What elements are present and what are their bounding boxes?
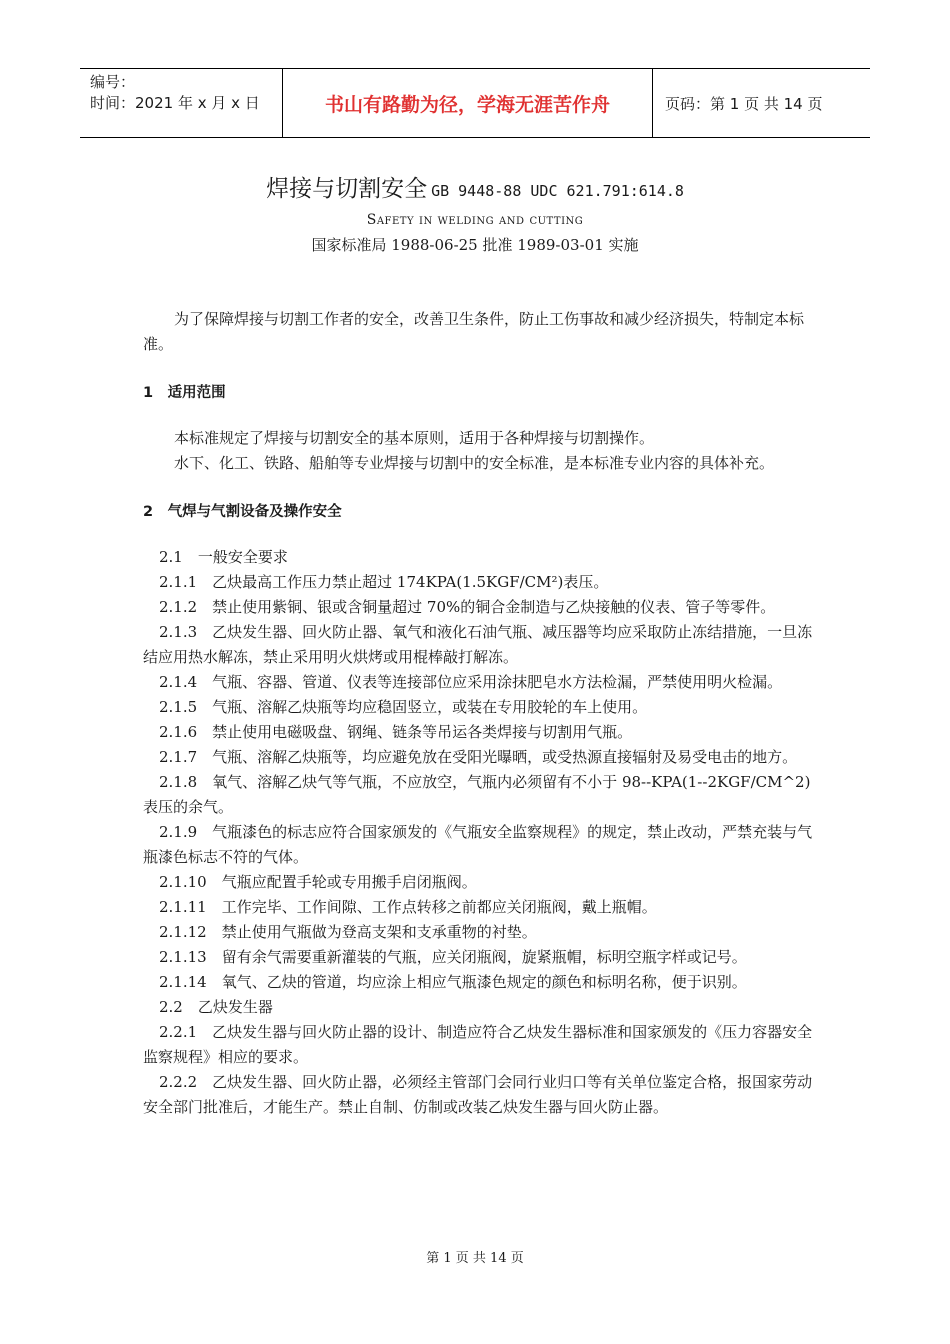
clause: 2.1.7 气瓶、溶解乙炔瓶等，均应避免放在受阳光曝晒，或受热源直接辐射及易受电击的地方。 [159,748,798,766]
clause: 2.1.5 气瓶、溶解乙炔瓶等均应稳固竖立，或装在专用胶轮的车上使用。 [159,698,648,716]
clause: 2.2.2 乙炔发生器、回火防止器，必须经主管部门会同行业归口等有关单位鉴定合格，报国家劳动安全部门批准后，才能生产。禁止自制、仿制或改装乙炔发生器与回火防止器。 [143,1073,813,1116]
motto: 书山有路勤为径，学海无涯苦作舟 [282,69,653,137]
clause: 2.1.9 气瓶漆色的标志应符合国家颁发的《气瓶安全监察规程》的规定，禁止改动，严禁充装与气瓶漆色标志不符的气体。 [143,823,813,866]
clause: 2.1.2 禁止使用紫铜、银或含铜量超过 70%的铜合金制造与乙炔接触的仪表、管子等零件。 [159,598,776,616]
clause: 2.1.14 氧气、乙炔的管道，均应涂上相应气瓶漆色规定的颜色和标明名称，便于识别。 [159,973,747,991]
clause: 2.2.1 乙炔发生器与回火防止器的设计、制造应符合乙炔发生器标准和国家颁发的《压力容器安全监察规程》相应的要求。 [143,1023,813,1066]
approval-line: 国家标准局 1988-06-25 批准 1989-03-01 实施 [311,236,639,254]
clause: 2.1.1 乙炔最高工作压力禁止超过 174KPA(1.5KGF/CM²)表压。 [159,573,609,591]
time-label: 时间：2021 年 x 月 x 日 [90,94,260,112]
clause: 2.1 一般安全要求 [159,548,288,566]
paragraph: 水下、化工、铁路、船舶等专业焊接与切割中的安全标准，是本标准专业内容的具体补充。 [174,454,775,472]
intro-paragraph: 为了保障焊接与切割工作者的安全，改善卫生条件，防止工伤事故和减少经济损失，特制定本标准。 [143,310,805,353]
header-meta [80,69,282,137]
clause: 2.1.11 工作完毕、工作间隙、工作点转移之前都应关闭瓶阀，戴上瓶帽。 [159,898,657,916]
clause: 2.1.6 禁止使用电磁吸盘、钢绳、链条等吊运各类焊接与切割用气瓶。 [159,723,633,741]
clause: 2.1.10 气瓶应配置手轮或专用搬手启闭瓶阀。 [159,873,477,891]
document-title [0,170,950,203]
clause: 2.2 乙炔发生器 [159,998,273,1016]
section-heading: 2 气焊与气割设备及操作安全 [143,504,342,520]
page-footer: 第 1 页 共 14 页 [426,1251,524,1266]
english-title: Safety in welding and cutting [366,212,584,228]
title-main: 焊接与切割安全 [266,176,428,202]
number-label: 编号： [90,73,136,91]
clause: 2.1.4 气瓶、容器、管道、仪表等连接部位应采用涂抹肥皂水方法检漏，严禁使用明火检漏。 [159,673,783,691]
page-info: 页码：第 1 页 共 14 页 [665,94,823,113]
clause: 2.1.12 禁止使用气瓶做为登高支架和支承重物的衬垫。 [159,923,537,941]
clause: 2.1.13 留有余气需要重新灌装的气瓶，应关闭瓶阀，旋紧瓶帽，标明空瓶字样或记号。 [159,948,747,966]
section-heading: 1 适用范围 [143,385,226,401]
title-codes: GB 9448-88 UDC 621.791:614.8 [431,182,684,200]
header-table [80,68,870,138]
paragraph: 本标准规定了焊接与切割安全的基本原则，适用于各种焊接与切割操作。 [174,429,655,447]
document-body [143,307,813,1120]
clause: 2.1.8 氧气、溶解乙炔气等气瓶，不应放空，气瓶内必须留有不小于 98--KPA(1--2KGF/CM^2)表压的余气。 [143,773,811,816]
clause: 2.1.3 乙炔发生器、回火防止器、氧气和液化石油气瓶、减压器等均应采取防止冻结措施，一旦冻结应用热水解冻，禁止采用明火烘烤或用棍棒敲打解冻。 [143,623,813,666]
